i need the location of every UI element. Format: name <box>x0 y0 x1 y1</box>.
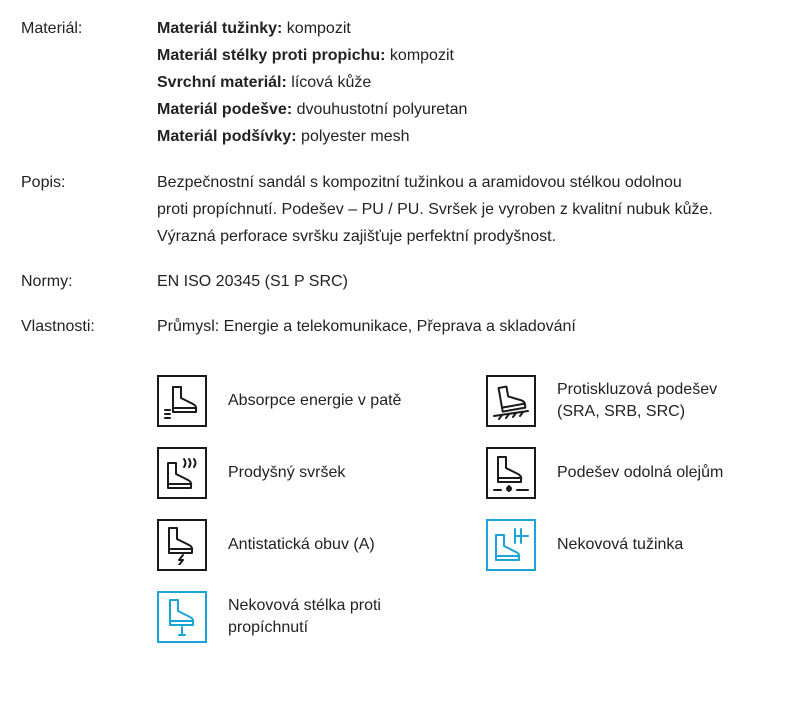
property-label <box>228 534 375 556</box>
property-label-line: Nekovová tužinka <box>557 536 684 553</box>
property-label-line: Antistatická obuv (A) <box>228 536 375 553</box>
property-label-line: propíchnutí <box>228 619 309 636</box>
property-label-line: Protiskluzová podešev <box>557 381 718 398</box>
property-label <box>557 379 717 423</box>
material-item <box>157 123 777 150</box>
material-item-value: polyester mesh <box>296 128 410 145</box>
material-item-key: Materiál podešve: <box>157 101 293 118</box>
material-item <box>157 42 777 69</box>
non-metal-midsole-icon <box>157 591 207 643</box>
material-label: Materiál: <box>21 20 83 37</box>
popis-line: Bezpečnostní sandál s kompozitní tužinkou a aramidovou stélkou odolnou <box>157 174 682 191</box>
property-item <box>486 375 717 427</box>
popis-text <box>157 169 777 250</box>
shock-absorption-boot-icon <box>157 375 207 427</box>
breathable-upper-boot-icon <box>157 447 207 499</box>
material-item-value: kompozit <box>385 47 454 64</box>
property-label <box>228 390 401 412</box>
property-label <box>228 595 381 639</box>
material-item-value: kompozit <box>282 20 351 37</box>
material-item <box>157 69 777 96</box>
popis-label: Popis: <box>21 174 66 191</box>
vlastnosti-label: Vlastnosti: <box>21 318 95 335</box>
material-item-key: Materiál tužinky: <box>157 20 283 37</box>
property-item <box>157 591 381 643</box>
material-item-value: dvouhustotní polyuretan <box>292 101 468 118</box>
material-item-key: Svrchní materiál: <box>157 74 287 91</box>
material-item-key: Materiál stélky proti propichu: <box>157 47 386 64</box>
property-item <box>486 447 723 499</box>
vlastnosti-value: Průmysl: Energie a telekomunikace, Přeprava a skladování <box>157 318 576 335</box>
slip-resistant-boot-icon <box>486 375 536 427</box>
material-item-value: lícová kůže <box>286 74 372 91</box>
material-item <box>157 15 777 42</box>
normy-value: EN ISO 20345 (S1 P SRC) <box>157 273 348 290</box>
oil-resistant-sole-boot-icon <box>486 447 536 499</box>
property-item <box>157 447 345 499</box>
material-item <box>157 96 777 123</box>
normy-label: Normy: <box>21 273 73 290</box>
property-item <box>157 375 401 427</box>
property-label <box>228 462 345 484</box>
property-item <box>157 519 375 571</box>
property-label-line: (SRA, SRB, SRC) <box>557 403 686 420</box>
property-label-line: Podešev odolná olejům <box>557 464 724 481</box>
property-label <box>557 462 723 484</box>
property-label-line: Nekovová stélka proti <box>228 597 381 614</box>
popis-line: Výrazná perforace svršku zajišťuje perfektní prodyšnost. <box>157 228 557 245</box>
material-item-key: Materiál podšívky: <box>157 128 297 145</box>
property-item <box>486 519 683 571</box>
antistatic-boot-icon <box>157 519 207 571</box>
popis-line: proti propíchnutí. Podešev – PU / PU. Svršek je vyroben z kvalitní nubuk kůže. <box>157 201 713 218</box>
property-label <box>557 534 683 556</box>
property-label-line: Absorpce energie v patě <box>228 392 402 409</box>
material-list <box>157 15 777 150</box>
non-metal-toecap-icon <box>486 519 536 571</box>
property-label-line: Prodyšný svršek <box>228 464 346 481</box>
